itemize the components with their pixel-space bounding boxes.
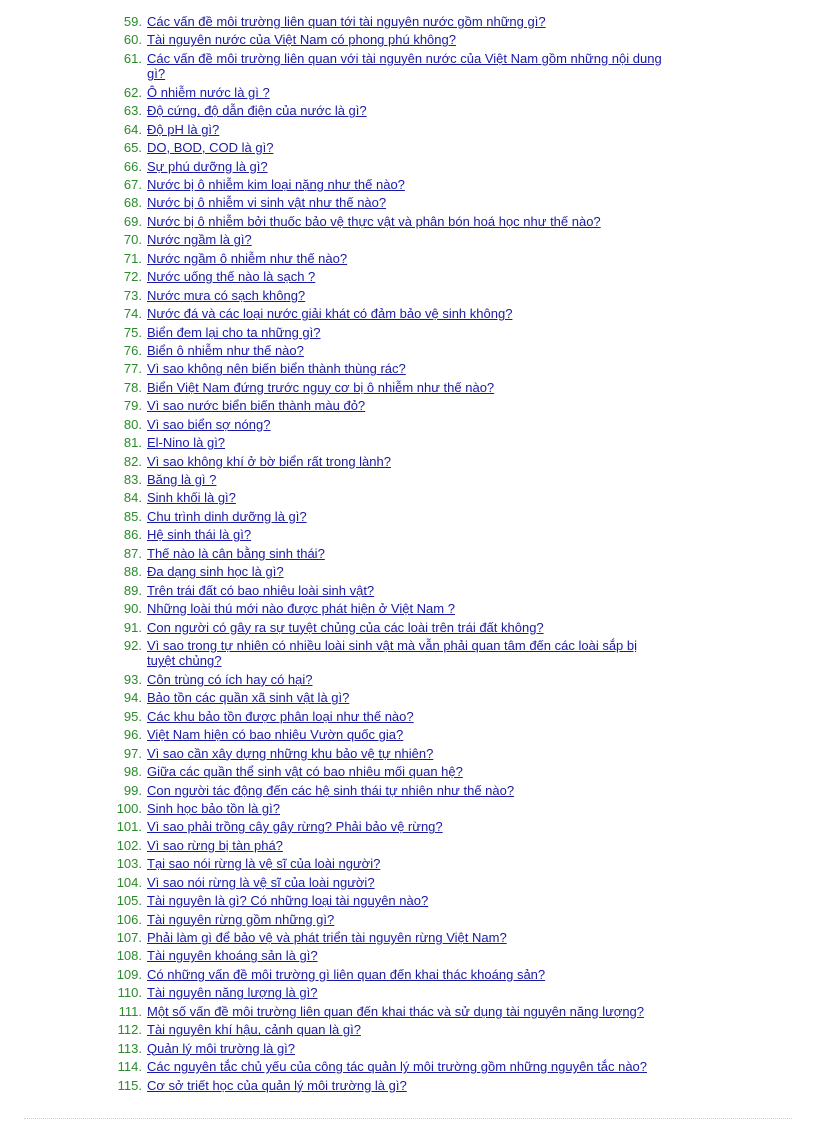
item-number: 83. bbox=[123, 472, 142, 487]
question-link[interactable]: Cơ sở triết học của quản lý môi trường là gì? bbox=[147, 1077, 407, 1093]
list-item bbox=[0, 417, 816, 435]
item-number: 71. bbox=[123, 250, 142, 266]
item-number: 78. bbox=[123, 379, 142, 395]
item-number: 102. bbox=[116, 837, 142, 853]
question-link[interactable]: Hệ sinh thái là gì? bbox=[147, 527, 252, 543]
list-item bbox=[0, 490, 816, 508]
question-link[interactable]: Nước uống thế nào là sạch ? bbox=[147, 269, 316, 285]
item-number: 92. bbox=[123, 637, 142, 653]
item-number: 106. bbox=[116, 911, 142, 927]
question-link[interactable]: Giữa các quần thể sinh vật có bao nhiêu mối quan hệ? bbox=[147, 764, 463, 780]
item-number: 62. bbox=[123, 84, 142, 100]
item-number: 89. bbox=[123, 582, 142, 598]
question-link[interactable]: Nước bị ô nhiễm vi sinh vật như thế nào? bbox=[147, 195, 387, 211]
list-item bbox=[0, 232, 816, 250]
item-number: 86. bbox=[123, 527, 142, 543]
item-number: 59. bbox=[123, 14, 142, 29]
question-link[interactable]: Các nguyên tắc chủ yếu của công tác quản lý môi trường gồm những nguyên tắc nào? bbox=[147, 1059, 648, 1075]
item-number: 66. bbox=[123, 158, 142, 174]
list-item bbox=[0, 967, 816, 985]
item-number: 76. bbox=[123, 342, 142, 358]
list-item bbox=[0, 454, 816, 472]
list-item bbox=[0, 251, 816, 269]
list-item bbox=[0, 32, 816, 50]
list-item bbox=[0, 783, 816, 801]
question-link[interactable]: DO, BOD, COD là gì? bbox=[147, 140, 274, 156]
item-number: 104. bbox=[116, 874, 142, 890]
item-number: 69. bbox=[123, 213, 142, 229]
item-number: 98. bbox=[123, 764, 142, 780]
item-number: 68. bbox=[123, 195, 142, 211]
question-link[interactable]: Một số vấn đề môi trường liên quan đến khai thác và sử dụng tài nguyên năng lượng? bbox=[147, 1003, 645, 1019]
list-item bbox=[0, 638, 816, 672]
question-link[interactable]: Vì sao cần xây dựng những khu bảo vệ tự nhiên? bbox=[147, 745, 434, 761]
item-number: 100. bbox=[116, 800, 142, 816]
item-number: 82. bbox=[123, 453, 142, 469]
question-link[interactable]: Sinh khối là gì? bbox=[147, 490, 236, 506]
item-number: 81. bbox=[123, 435, 142, 451]
question-link[interactable]: Tài nguyên khoáng sản là gì? bbox=[147, 948, 318, 964]
list-item bbox=[0, 912, 816, 930]
question-link[interactable]: Độ pH là gì? bbox=[147, 121, 220, 137]
item-number: 73. bbox=[123, 287, 142, 303]
item-number: 88. bbox=[123, 564, 142, 580]
question-link[interactable]: Nước ngầm là gì? bbox=[147, 232, 252, 248]
item-number: 77. bbox=[123, 361, 142, 377]
item-number: 85. bbox=[123, 508, 142, 524]
list-item bbox=[0, 1078, 816, 1096]
item-number: 84. bbox=[123, 490, 142, 506]
question-link[interactable]: Nước bị ô nhiễm bởi thuốc bảo vệ thực vật và phân bón hoá học như thế nào? bbox=[147, 213, 601, 229]
list-item bbox=[0, 893, 816, 911]
list-item bbox=[0, 214, 816, 232]
list-item bbox=[0, 948, 816, 966]
item-number: 95. bbox=[123, 708, 142, 724]
question-link[interactable]: Bảo tồn các quần xã sinh vật là gì? bbox=[147, 690, 350, 706]
question-link[interactable]: Đa dạng sinh học là gì? bbox=[147, 564, 284, 580]
list-item bbox=[0, 801, 816, 819]
list-item bbox=[0, 672, 816, 690]
question-link[interactable]: Trên trái đất có bao nhiêu loài sinh vật? bbox=[147, 582, 375, 598]
list-item bbox=[0, 1059, 816, 1077]
question-link[interactable]: Tài nguyên rừng gồm những gì? bbox=[147, 911, 335, 927]
list-item bbox=[0, 177, 816, 195]
question-link[interactable]: Ô nhiễm nước là gì ? bbox=[147, 84, 270, 100]
question-link[interactable]: Vì sao nước biển biến thành màu đỏ? bbox=[147, 398, 366, 414]
item-number: 107. bbox=[116, 930, 142, 945]
list-item bbox=[0, 435, 816, 453]
list-item bbox=[0, 620, 816, 638]
question-link[interactable]: Tài nguyên là gì? Có những loại tài nguyên nào? bbox=[147, 893, 429, 909]
list-item bbox=[0, 85, 816, 103]
list-item bbox=[0, 159, 816, 177]
item-number: 108. bbox=[116, 948, 142, 964]
question-link[interactable]: Việt Nam hiện có bao nhiêu Vườn quốc gia? bbox=[147, 727, 404, 743]
question-link[interactable]: Băng là gì ? bbox=[147, 472, 217, 487]
list-item bbox=[0, 601, 816, 619]
list-item bbox=[0, 838, 816, 856]
item-number: 61. bbox=[123, 50, 142, 66]
item-number: 114. bbox=[117, 1059, 142, 1075]
list-item bbox=[0, 306, 816, 324]
list-item bbox=[0, 583, 816, 601]
question-link[interactable]: Tài nguyên khí hậu, cảnh quan là gì? bbox=[147, 1022, 361, 1038]
list-item bbox=[0, 1022, 816, 1040]
list-item bbox=[0, 875, 816, 893]
list-item bbox=[0, 103, 816, 121]
list-item bbox=[0, 856, 816, 874]
list-item bbox=[0, 546, 816, 564]
item-number: 60. bbox=[123, 32, 142, 48]
list-item bbox=[0, 325, 816, 343]
question-link[interactable]: Chu trình dinh dưỡng là gì? bbox=[147, 508, 307, 524]
question-link[interactable]: Nước đá và các loại nước giải khát có đảm bảo vệ sinh không? bbox=[147, 306, 513, 322]
question-link[interactable]: Biển đem lại cho ta những gì? bbox=[147, 324, 321, 340]
list-item bbox=[0, 819, 816, 837]
item-number: 72. bbox=[123, 269, 142, 285]
item-number: 65. bbox=[123, 140, 142, 156]
item-number: 79. bbox=[123, 398, 142, 414]
item-number: 115. bbox=[117, 1077, 142, 1093]
question-link[interactable]: Quản lý môi trường là gì? bbox=[147, 1040, 296, 1056]
item-number: 105. bbox=[116, 893, 142, 909]
list-item bbox=[0, 690, 816, 708]
list-item bbox=[0, 709, 816, 727]
list-item bbox=[0, 746, 816, 764]
list-item bbox=[0, 1004, 816, 1022]
item-number: 91. bbox=[123, 619, 142, 635]
question-link[interactable]: Các vấn đề môi trường liên quan tới tài nguyên nước gồm những gì? bbox=[147, 14, 546, 29]
question-link[interactable]: Côn trùng có ích hay có hại? bbox=[147, 671, 313, 687]
item-number: 113. bbox=[117, 1040, 142, 1056]
question-link[interactable]: Tài nguyên nước của Việt Nam có phong phú không? bbox=[147, 32, 456, 48]
question-link[interactable]: Vì sao không nên biến biển thành thùng rác? bbox=[147, 361, 406, 377]
question-link[interactable]: Sự phú dưỡng là gì? bbox=[147, 158, 268, 174]
list-item bbox=[0, 764, 816, 782]
question-link[interactable]: Thế nào là cân bằng sinh thái? bbox=[147, 545, 325, 561]
question-link[interactable]: Biển Việt Nam đứng trước nguy cơ bị ô nhiễm như thế nào? bbox=[147, 379, 495, 395]
question-list bbox=[0, 14, 816, 1096]
item-number: 112. bbox=[117, 1022, 142, 1038]
question-link[interactable]: Độ cứng, độ dẫn điện của nước là gì? bbox=[147, 103, 367, 119]
list-item bbox=[0, 509, 816, 527]
item-number: 63. bbox=[123, 103, 142, 119]
list-item bbox=[0, 51, 816, 85]
page-bottom-divider bbox=[24, 1118, 792, 1119]
question-link[interactable]: Phải làm gì để bảo vệ và phát triển tài nguyên rừng Việt Nam? bbox=[147, 930, 507, 945]
list-item bbox=[0, 140, 816, 158]
question-link[interactable]: Có những vấn đề môi trường gì liên quan đến khai thác khoáng sản? bbox=[147, 966, 546, 982]
item-number: 67. bbox=[123, 177, 142, 192]
list-item bbox=[0, 564, 816, 582]
item-number: 110. bbox=[117, 985, 142, 1001]
list-item bbox=[0, 527, 816, 545]
item-number: 75. bbox=[123, 324, 142, 340]
list-item bbox=[0, 14, 816, 32]
item-number: 96. bbox=[123, 727, 142, 743]
question-link[interactable]: Biển ô nhiễm như thế nào? bbox=[147, 342, 304, 358]
item-number: 70. bbox=[123, 232, 142, 248]
item-number: 109. bbox=[116, 966, 142, 982]
question-link[interactable]: Vì sao rừng bị tàn phá? bbox=[147, 837, 283, 853]
item-number: 97. bbox=[123, 745, 142, 761]
list-item bbox=[0, 727, 816, 745]
list-item bbox=[0, 930, 816, 948]
question-link[interactable]: Vì sao nói rừng là vệ sĩ của loài người? bbox=[147, 874, 375, 890]
list-item bbox=[0, 288, 816, 306]
item-number: 93. bbox=[123, 671, 142, 687]
item-number: 99. bbox=[123, 782, 142, 798]
question-link[interactable]: Các khu bảo tồn được phân loại như thế nào? bbox=[147, 708, 414, 724]
question-link[interactable]: El-Nino là gì? bbox=[147, 435, 226, 451]
list-item bbox=[0, 472, 816, 490]
list-item bbox=[0, 361, 816, 379]
item-number: 103. bbox=[116, 856, 142, 872]
item-number: 101. bbox=[116, 819, 142, 835]
question-link[interactable]: Vì sao phải trồng cây gây rừng? Phải bảo vệ rừng? bbox=[147, 819, 443, 835]
item-number: 111. bbox=[118, 1003, 142, 1019]
question-link[interactable]: Vì sao biển sợ nóng? bbox=[147, 416, 271, 432]
list-item bbox=[0, 398, 816, 416]
item-number: 90. bbox=[123, 601, 142, 617]
question-link[interactable]: Nước ngầm ô nhiễm như thế nào? bbox=[147, 250, 348, 266]
item-number: 64. bbox=[123, 121, 142, 137]
question-link[interactable]: Tài nguyên năng lượng là gì? bbox=[147, 985, 318, 1001]
list-item bbox=[0, 380, 816, 398]
question-link[interactable]: Con người có gây ra sự tuyệt chủng của các loài trên trái đất không? bbox=[147, 619, 544, 635]
item-number: 87. bbox=[123, 545, 142, 561]
question-link[interactable]: Nước bị ô nhiễm kim loại nặng như thế nào? bbox=[147, 177, 405, 192]
question-link[interactable]: Sinh học bảo tồn là gì? bbox=[147, 800, 280, 816]
question-link[interactable]: Tại sao nói rừng là vệ sĩ của loài người? bbox=[147, 856, 381, 872]
question-link[interactable]: Nước mưa có sạch không? bbox=[147, 287, 306, 303]
list-item bbox=[0, 195, 816, 213]
question-link[interactable]: Vì sao không khí ở bờ biển rất trong lành? bbox=[147, 453, 391, 469]
item-number: 74. bbox=[123, 306, 142, 322]
list-item bbox=[0, 343, 816, 361]
list-item bbox=[0, 122, 816, 140]
question-link[interactable]: Những loài thú mới nào được phát hiện ở Việt Nam ? bbox=[147, 601, 455, 617]
list-item bbox=[0, 985, 816, 1003]
list-item bbox=[0, 269, 816, 287]
item-number: 94. bbox=[123, 690, 142, 706]
question-link[interactable]: Vì sao trong tự nhiên có nhiều loài sinh vật mà vẫn phải quan tâm đến các loài sắp bị tuyệt chủng? bbox=[147, 637, 638, 669]
question-link[interactable]: Các vấn đề môi trường liên quan với tài nguyên nước của Việt Nam gồm những nội dung gì? bbox=[147, 50, 662, 82]
item-number: 80. bbox=[123, 416, 142, 432]
question-link[interactable]: Con người tác động đến các hệ sinh thái tự nhiên như thế nào? bbox=[147, 782, 515, 798]
list-item bbox=[0, 1041, 816, 1059]
